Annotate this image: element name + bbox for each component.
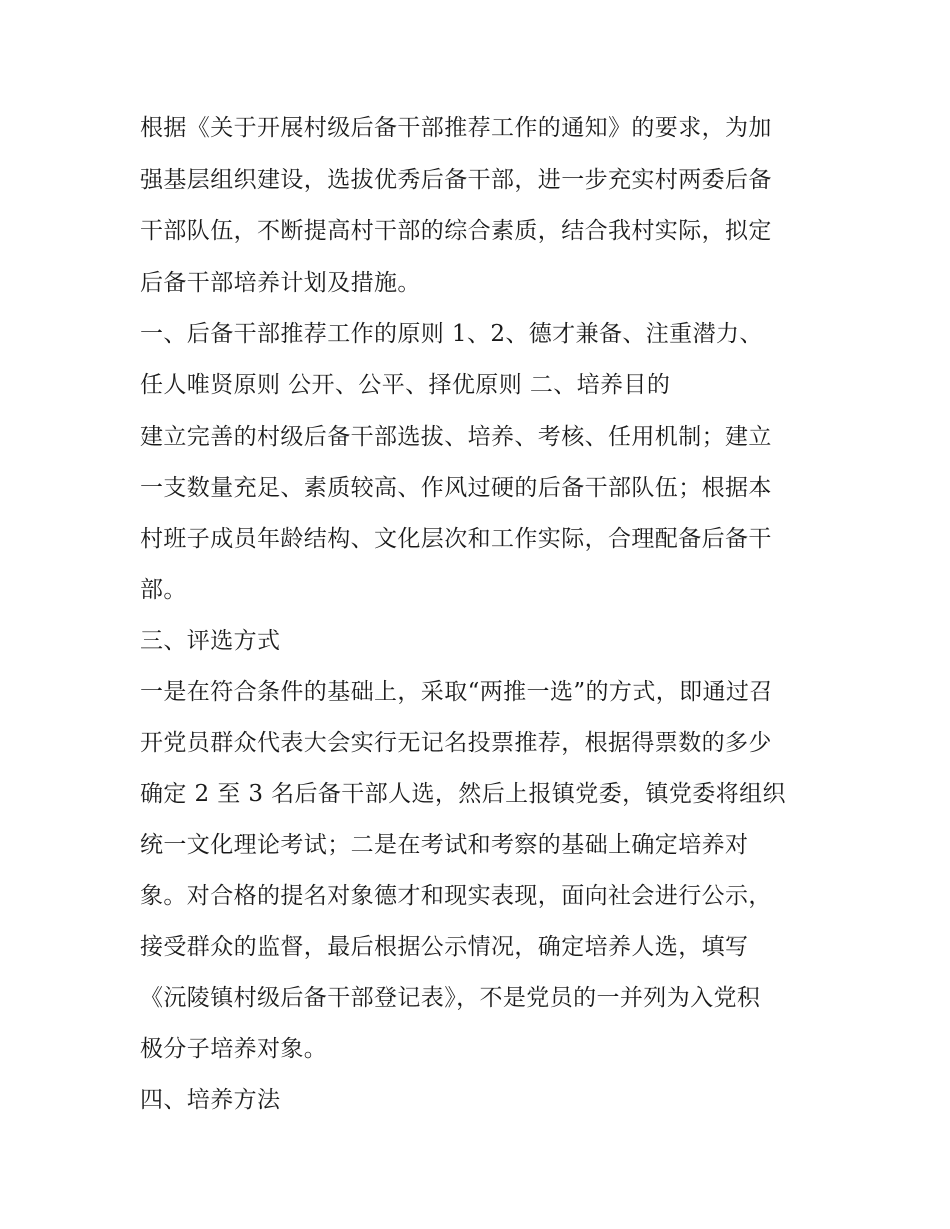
text-line: 象。对合格的提名对象德才和现实表现，面向社会进行公示， [140,883,772,909]
text-line: 统一文化理论考试；二是在考试和考察的基础上确定培养对 [140,832,749,858]
text-line: 根据《关于开展村级后备干部推荐工作的通知》的要求，为加 [140,115,772,141]
text-line: 接受群众的监督，最后根据公示情况，确定培养人选，填写 [140,934,749,960]
text-line: 开党员群众代表大会实行无记名投票推荐，根据得票数的多少 [140,730,772,756]
section-heading-3: 三、评选方式 [140,628,281,654]
text-line: 极分子培养对象。 [140,1036,328,1062]
text-line: 一支数量充足、素质较高、作风过硬的后备干部队伍；根据本 [140,475,772,501]
text-line: 后备干部培养计划及措施。 [140,270,421,296]
text-line: 部。 [140,577,187,603]
text-line: 任人唯贤原则 公开、公平、择优原则 二、培养目的 [140,372,671,398]
text-line: 《沅陵镇村级后备干部登记表》，不是党员的一并列为入党积 [140,985,761,1011]
section-heading-1: 一、后备干部推荐工作的原则 1、2、德才兼备、注重潜力、 [140,321,763,347]
text-line: 建立完善的村级后备干部选拔、培养、考核、任用机制；建立 [140,424,772,450]
text-line: 村班子成员年龄结构、文化层次和工作实际，合理配备后备干 [140,526,772,552]
text-line: 一是在符合条件的基础上，采取“两推一选”的方式，即通过召 [140,679,773,705]
section-heading-4: 四、培养方法 [140,1087,281,1113]
text-line: 干部队伍，不断提高村干部的综合素质，结合我村实际，拟定 [140,218,772,244]
text-line: 确定 2 至 3 名后备干部人选，然后上报镇党委，镇党委将组织 [140,781,786,807]
text-line: 强基层组织建设，选拔优秀后备干部，进一步充实村两委后备 [140,167,772,193]
